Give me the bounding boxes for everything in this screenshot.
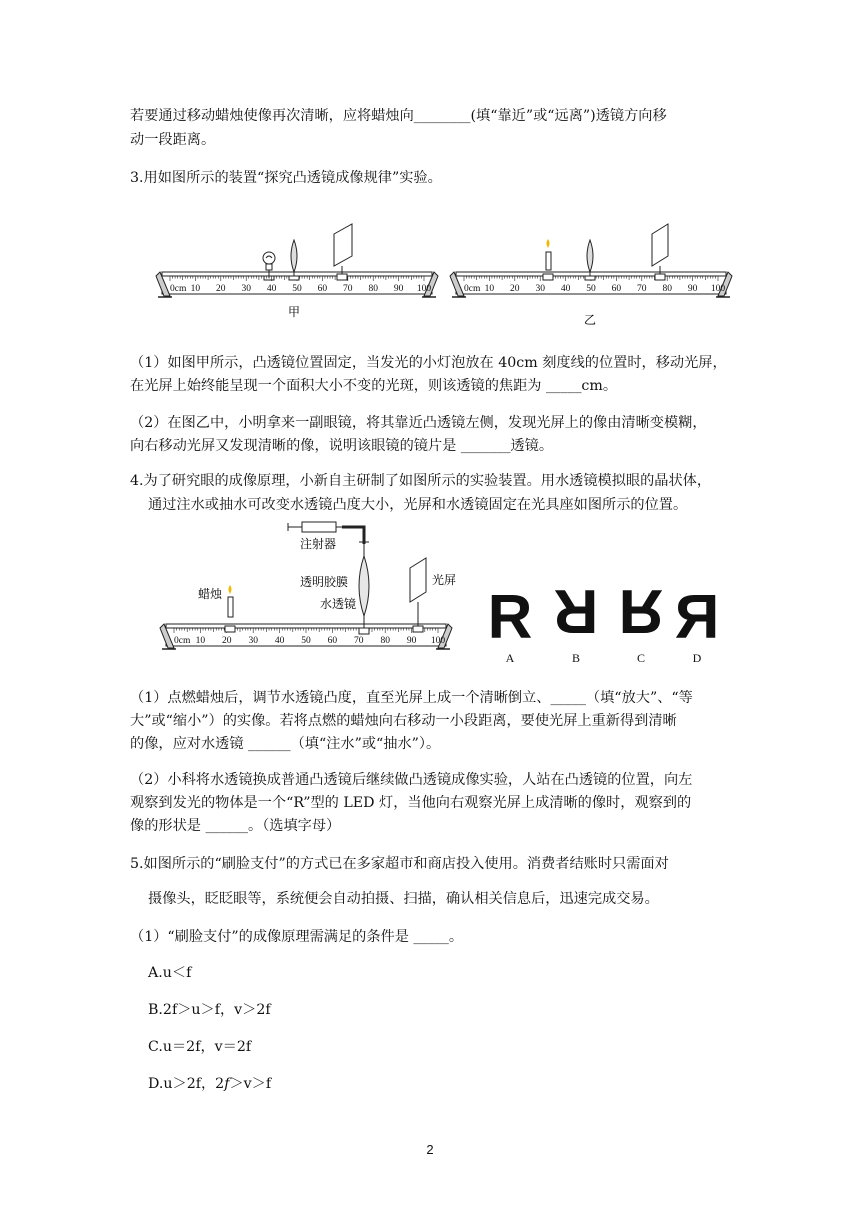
text-line: （1）如图甲所示，凸透镜位置固定，当发光的小灯泡放在 40cm 刻度线的位置时，移动光屏，: [130, 355, 727, 371]
option-label-c: C: [636, 651, 646, 665]
candle-label: 蜡烛: [198, 587, 223, 601]
optical-bench-4: [160, 624, 452, 649]
ruler-tick-label: 0cm: [170, 284, 187, 294]
page-number: 2: [426, 1142, 434, 1157]
text-line: 摄像头，眨眨眼等，系统便会自动拍摄、扫描，确认相关信息后，迅速完成交易。: [148, 891, 659, 907]
ruler-tick-label: 10: [484, 284, 495, 294]
text-line: 的像，应对水透镜 ______（填“注水”或“抽水”）。: [130, 736, 441, 752]
membrane-label: 透明胶膜: [300, 575, 349, 589]
ruler-tick-label: 30: [535, 284, 545, 294]
ruler-tick-label: 10: [190, 284, 201, 294]
question-4-title: 4.为了研究眼的成像原理，小新自主研制了如图所示的实验装置。用水透镜模拟眼的晶状体，: [130, 473, 712, 489]
text-line: 观察到发光的物体是一个“R”型的 LED 灯，当他向右观察光屏上成清晰的像时，观察到的: [130, 795, 692, 811]
ruler-tick-label: 40: [274, 636, 285, 646]
water-lens-icon: [359, 536, 369, 634]
r-glyph-b: R: [553, 576, 599, 645]
r-glyph-c: R: [618, 576, 664, 645]
ruler-tick-label: 0cm: [464, 284, 481, 294]
text-line: （2）在图乙中，小明拿来一副眼镜，将其靠近凸透镜左侧，发现光屏上的像由清晰变模糊，: [130, 415, 707, 431]
text-line: 若要通过移动蜡烛使像再次清晰，应将蜡烛向________(填“靠近”或“远离”)透镜方向移: [130, 108, 667, 124]
text-line: （1）点燃蜡烛后，调节水透镜凸度，直至光屏上成一个清晰倒立、_____（填“放大”、“等: [130, 690, 693, 706]
ruler-tick-label: 40: [560, 284, 571, 294]
ruler-tick-label: 90: [393, 284, 404, 294]
text-line: 向右移动光屏又发现清晰的像，说明该眼镜的镜片是 _______透镜。: [130, 438, 554, 454]
figure-label-jia: 甲: [287, 305, 301, 319]
ruler-tick-label: 80: [662, 284, 672, 294]
ruler-tick-label: 100: [430, 636, 446, 646]
r-glyph-d: R: [674, 583, 720, 652]
r-glyph-a: R: [487, 583, 533, 652]
ruler-tick-label: 60: [317, 284, 328, 294]
option-c: C.u＝2f，v＝2f: [148, 1039, 252, 1055]
ruler-tick-label: 20: [222, 636, 232, 646]
text-line: 像的形状是 ______。（选填字母）: [130, 818, 341, 834]
ruler-tick-label: 80: [380, 636, 390, 646]
ruler-tick-label: 10: [195, 636, 206, 646]
text-line: （2）小科将水透镜换成普通凸透镜后继续做凸透镜成像实验，人站在凸透镜的位置，向左: [130, 772, 693, 788]
ruler-tick-label: 100: [416, 284, 432, 294]
ruler-tick-label: 50: [292, 284, 302, 294]
text-line: 大”或“缩小”）的实像。若将点燃的蜡烛向右移动一小段距离，要使光屏上重新得到清晰: [130, 713, 677, 729]
water-lens-label: 水透镜: [320, 597, 357, 611]
text-line: 动一段距离。: [130, 132, 216, 148]
ruler-tick-label: 70: [343, 284, 353, 294]
question-5-title: 5.如图所示的“刷脸支付”的方式已在多家超市和商店投入使用。消费者结账时只需面对: [130, 856, 669, 872]
option-a: A.u＜f: [148, 965, 192, 981]
ruler-tick-label: 100: [710, 284, 726, 294]
option-b: B.2f＞u＞f，v＞2f: [148, 1002, 271, 1018]
ruler-tick-label: 90: [687, 284, 698, 294]
bulb-icon: [263, 252, 275, 280]
ruler-tick-label: 60: [327, 636, 338, 646]
option-label-a: A: [505, 651, 515, 665]
option-label-d: D: [692, 651, 702, 665]
ruler-tick-label: 40: [266, 284, 277, 294]
ruler-tick-label: 20: [510, 284, 520, 294]
ruler-tick-label: 20: [216, 284, 226, 294]
screen-label: 光屏: [432, 573, 457, 587]
ruler-tick-label: 30: [248, 636, 258, 646]
text-line: （1）“刷脸支付”的成像原理需满足的条件是 _____。: [130, 929, 464, 945]
light-screen-icon: [410, 558, 426, 632]
figure-label-yi: 乙: [583, 313, 597, 327]
figure-water-lens-apparatus: [140, 520, 740, 670]
ruler-tick-label: 30: [241, 284, 251, 294]
ruler-tick-label: 90: [406, 636, 417, 646]
ruler-tick-label: 80: [368, 284, 378, 294]
syringe-label: 注射器: [300, 537, 337, 551]
candle-icon: [543, 239, 553, 280]
text-line: 在光屏上始终能呈现一个面积大小不变的光斑，则该透镜的焦距为 _____cm。: [130, 378, 618, 394]
text-line: 通过注水或抽水可改变水透镜凸度大小，光屏和水透镜固定在光具座如图所示的位置。: [148, 497, 688, 513]
ruler-tick-label: 70: [637, 284, 647, 294]
question-3-title: 3.用如图所示的装置“探究凸透镜成像规律”实验。: [130, 170, 442, 186]
option-d: D.u＞2f，2𝑓＞v＞f: [148, 1076, 272, 1092]
option-label-b: B: [571, 651, 581, 665]
ruler-tick-label: 70: [354, 636, 364, 646]
figure-optical-bench-jia-yi: [140, 210, 740, 330]
ruler-tick-label: 50: [586, 284, 596, 294]
ruler-tick-label: 50: [301, 636, 311, 646]
ruler-tick-label: 60: [611, 284, 622, 294]
ruler-tick-label: 0cm: [174, 636, 191, 646]
